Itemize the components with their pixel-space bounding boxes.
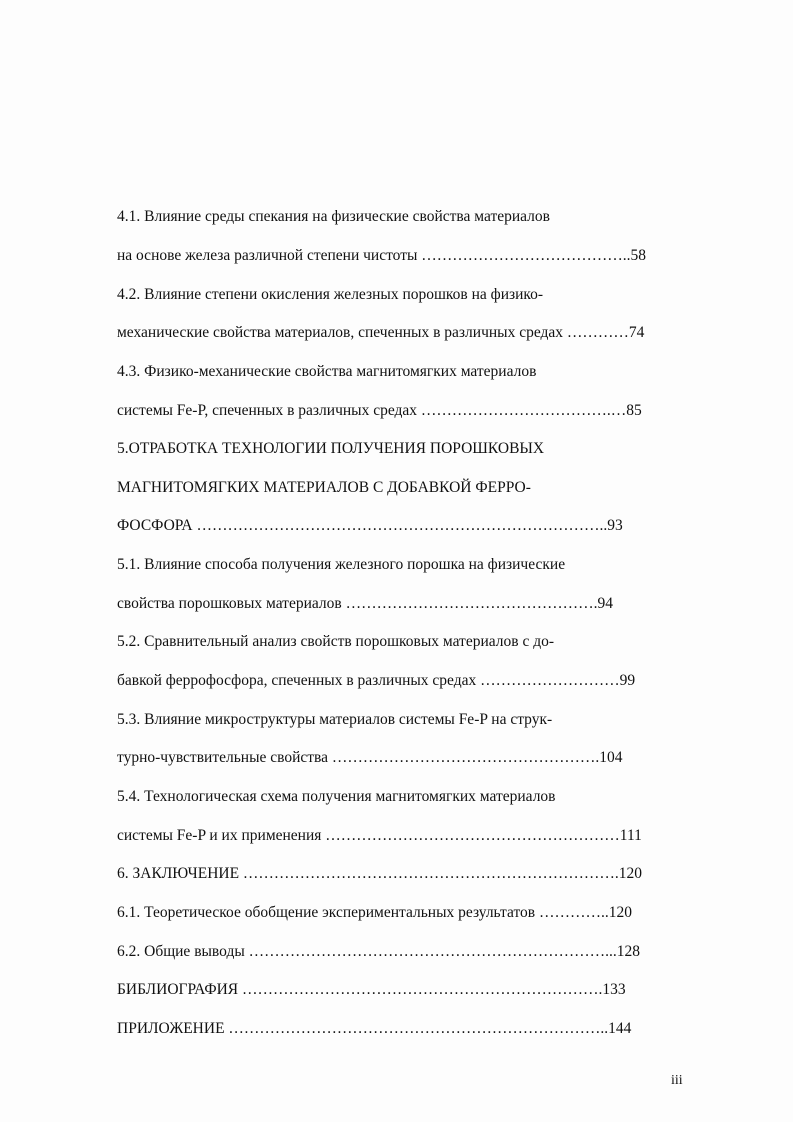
toc-line-5-title-2: МАГНИТОМЯГКИХ МАТЕРИАЛОВ С ДОБАВКОЙ ФЕРРО- — [117, 479, 531, 496]
toc-line-5-2-title: 5.2. Сравнительный анализ свойств порошковых материалов с до- — [117, 633, 554, 650]
toc-line-5-1-title: 5.1. Влияние способа получения железного порошка на физические — [117, 556, 566, 573]
toc-line-5-2-entry: бавкой феррофосфора, спеченных в различных средах ………………………99 — [117, 672, 636, 689]
toc-line-4-3-title: 4.3. Физико-механические свойства магнитомягких материалов — [117, 363, 537, 380]
toc-line-5-1-entry: свойства порошковых материалов ………………………………………….94 — [117, 595, 613, 612]
toc-line-5-title-1: 5.ОТРАБОТКА ТЕХНОЛОГИИ ПОЛУЧЕНИЯ ПОРОШКОВЫХ — [117, 440, 545, 457]
toc-line-4-3-entry: системы Fe-P, спеченных в различных средах ……………………………….…85 — [117, 402, 642, 419]
toc-line-6-1-entry: 6.1. Теоретическое обобщение экспериментальных результатов …………..120 — [117, 904, 632, 921]
toc-line-6-entry: 6. ЗАКЛЮЧЕНИЕ ……………………………………………………………….120 — [117, 865, 643, 882]
toc-line-5-4-title: 5.4. Технологическая схема получения магнитомягких материалов — [117, 788, 556, 805]
toc-line-5-4-entry: системы Fe-P и их применения …………………………………………………111 — [117, 827, 642, 844]
toc-line-appendix: ПРИЛОЖЕНИЕ ………………………………………………………………..144 — [117, 1020, 632, 1037]
toc-line-5-3-title: 5.3. Влияние микроструктуры материалов системы Fe-P на струк- — [117, 711, 553, 728]
toc-line-4-1-entry: на основе железа различной степени чистоты …………………………………..58 — [117, 247, 647, 264]
toc-line-4-2-entry: механические свойства материалов, спеченных в различных средах …………74 — [117, 324, 645, 341]
toc-line-4-2-title: 4.2. Влияние степени окисления железных порошков на физико- — [117, 286, 544, 303]
page-number: iii — [671, 1073, 683, 1088]
toc-line-5-entry: ФОСФОРА ……………………………………………………………………..93 — [117, 517, 623, 534]
toc-line-5-3-entry: турно-чувствительные свойства …………………………………………….104 — [117, 749, 623, 766]
toc-line-bibliography: БИБЛИОГРАФИЯ …………………………………………………………….133 — [117, 981, 626, 998]
toc-line-6-2-entry: 6.2. Общие выводы ……………………………………………………………...128 — [117, 943, 640, 960]
toc-line-4-1-title: 4.1. Влияние среды спекания на физические свойства материалов — [117, 208, 550, 225]
